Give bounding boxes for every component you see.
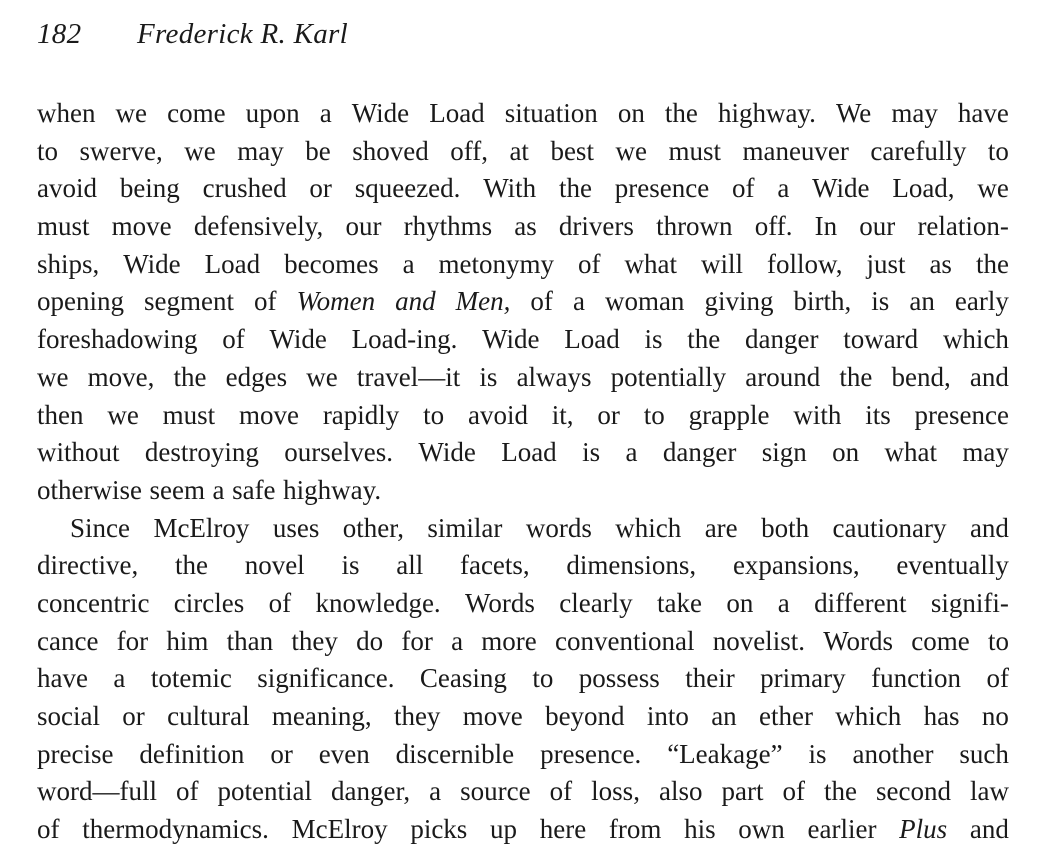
word: just [866, 248, 906, 279]
word: we [115, 98, 148, 128]
word: must [668, 135, 721, 166]
word: of [268, 587, 292, 618]
text-line [37, 359, 1009, 397]
word: thrown [656, 211, 733, 242]
text-line [37, 623, 1009, 661]
word: has [923, 701, 960, 731]
word: also [658, 776, 703, 807]
word: come [167, 98, 226, 128]
word: squeezed. [354, 173, 461, 204]
word: earlier [807, 814, 877, 845]
word: otherwise [37, 474, 142, 505]
word: danger, [331, 776, 411, 807]
word: must [162, 399, 216, 430]
word: maneuver [742, 135, 849, 166]
word: and [969, 361, 1009, 392]
word: off, [450, 135, 488, 166]
word: words [525, 512, 592, 543]
word: part [721, 776, 764, 807]
word: and [395, 286, 436, 317]
word: the [839, 361, 873, 392]
word: or [270, 738, 293, 769]
word: of [222, 324, 245, 355]
word: avoid [467, 399, 528, 430]
word: always [516, 361, 592, 392]
word: presence [914, 399, 1009, 430]
word: of [578, 248, 601, 279]
word: best [550, 135, 594, 166]
word: meaning, [271, 701, 372, 731]
word: presence [614, 173, 710, 204]
word: similar [427, 512, 503, 543]
word: carefully [870, 135, 967, 166]
word: foreshadowing [37, 324, 198, 355]
word: potentially [610, 361, 727, 392]
word: Load [204, 248, 261, 279]
text-line [37, 283, 1009, 321]
word: conventional [555, 625, 695, 656]
text-line [37, 208, 1009, 246]
word: to [643, 399, 665, 430]
word: highway. [717, 98, 816, 128]
word: defensively, [193, 211, 324, 242]
word: own [738, 814, 785, 845]
word: upon [245, 98, 300, 128]
word: off. [754, 211, 793, 242]
word: cautionary [832, 512, 947, 543]
word: a [777, 587, 790, 618]
word: which [942, 324, 1009, 355]
word: we [615, 135, 647, 166]
word: precise [37, 738, 114, 769]
text-line [37, 472, 1009, 510]
word: our [859, 211, 896, 242]
word: have [957, 98, 1009, 128]
word: Wide [123, 248, 181, 279]
word: we [184, 135, 216, 166]
text-line [37, 434, 1009, 472]
word: is [479, 361, 498, 392]
word: to [532, 663, 554, 694]
word: ships, [37, 248, 100, 279]
text-line [37, 773, 1009, 811]
word: swerve, [79, 135, 163, 166]
word: move, [87, 361, 155, 392]
word: here [539, 814, 587, 845]
word: such [959, 738, 1009, 769]
word: In [814, 211, 838, 242]
paragraph [37, 510, 1009, 849]
word: signifi- [930, 587, 1009, 618]
word: even [318, 738, 370, 769]
word: move [111, 211, 172, 242]
text-line [37, 397, 1009, 435]
word: we [977, 173, 1009, 204]
word: Words [823, 625, 894, 656]
text-line [37, 95, 1009, 133]
word: follow, [766, 248, 843, 279]
word: of [986, 663, 1009, 694]
word: directive, [37, 550, 139, 581]
word: Since [70, 512, 130, 543]
word: crushed [202, 173, 287, 204]
word: Words [465, 587, 535, 618]
word: we [306, 361, 338, 392]
word: than [226, 625, 274, 656]
word: Load, [892, 173, 955, 204]
word: with [793, 399, 842, 430]
word: to [423, 399, 445, 430]
word: Men, [455, 286, 511, 317]
word: Women [296, 286, 376, 317]
word: at [509, 135, 529, 166]
word: circles [173, 587, 245, 618]
word: what [884, 437, 937, 468]
word: they [393, 701, 441, 731]
word: his [684, 814, 716, 845]
word: or [309, 173, 332, 204]
word: are [704, 512, 738, 543]
word: from [608, 814, 662, 845]
word: woman [604, 286, 685, 317]
word: for [401, 625, 433, 656]
word: seem [149, 474, 205, 505]
word: loss, [591, 776, 640, 807]
word: significance. [257, 663, 395, 694]
word: situation [504, 98, 598, 128]
word: their [685, 663, 735, 694]
word: Wide [269, 324, 327, 355]
word: will [700, 248, 743, 279]
word: of [549, 776, 573, 807]
word: a [319, 98, 332, 128]
text-line [37, 321, 1009, 359]
word: do [356, 625, 384, 656]
word: when [37, 98, 96, 128]
word: a [212, 474, 225, 505]
word: around [745, 361, 821, 392]
word: to [987, 135, 1009, 166]
word: discernible [395, 738, 515, 769]
word: which [835, 701, 902, 731]
word: the [174, 550, 208, 581]
word: novel [244, 550, 305, 581]
word: birth, [793, 286, 852, 317]
word: opening [37, 286, 124, 317]
word: relation- [917, 211, 1009, 242]
word: Load [564, 324, 620, 355]
word: ether [758, 701, 813, 731]
word: giving [704, 286, 774, 317]
word: of [37, 814, 60, 845]
word: a [113, 663, 126, 694]
word: is [808, 738, 827, 769]
word: a [429, 776, 442, 807]
word: definition [139, 738, 245, 769]
word: come [911, 625, 970, 656]
word: clearly [559, 587, 633, 618]
word: safe [232, 474, 276, 505]
word: for [116, 625, 149, 656]
word: the [824, 776, 857, 807]
word: danger [662, 437, 737, 468]
word: move [462, 701, 523, 731]
word: which [615, 512, 682, 543]
word: as [929, 248, 952, 279]
word: cultural [167, 701, 250, 731]
word: up [490, 814, 518, 845]
word: destroying [144, 437, 259, 468]
word: Wide [418, 437, 476, 468]
word: a [451, 625, 464, 656]
word: all [396, 550, 424, 581]
word: bend, [891, 361, 951, 392]
text-line [37, 246, 1009, 284]
text-line [37, 585, 1009, 623]
word: edges [225, 361, 288, 392]
word: on [617, 98, 645, 128]
word: law [970, 776, 1009, 807]
word: is [582, 437, 601, 468]
word: Load [429, 98, 485, 128]
word: primary [760, 663, 846, 694]
word: Wide [482, 324, 540, 355]
word: take [657, 587, 703, 618]
word: early [954, 286, 1009, 317]
word: an [711, 701, 737, 731]
word: drivers [558, 211, 634, 242]
word: of [530, 286, 553, 317]
word: uses [272, 512, 320, 543]
word: may [962, 437, 1009, 468]
word: of [176, 776, 199, 807]
word: we [37, 361, 69, 392]
text-line [37, 510, 1009, 548]
word: it, [551, 399, 574, 430]
word: to [987, 625, 1009, 656]
word: is [644, 324, 663, 355]
word: a [777, 173, 790, 204]
text-line [37, 811, 1009, 849]
word: Load-ing. [351, 324, 458, 355]
paragraph [37, 95, 1009, 510]
word: the [558, 173, 592, 204]
word: We [835, 98, 872, 128]
word: expansions, [732, 550, 860, 581]
word: grapple [688, 399, 770, 430]
word: Plus [899, 814, 948, 845]
word: rhythms [403, 211, 493, 242]
word: the [687, 324, 721, 355]
word: as [514, 211, 537, 242]
word: on [832, 437, 860, 468]
word: of [782, 776, 805, 807]
word: novelist. [712, 625, 805, 656]
word: Wide [351, 98, 410, 128]
word: then [37, 399, 84, 430]
running-head [37, 18, 348, 51]
word: segment [144, 286, 235, 317]
text-line [37, 660, 1009, 698]
word: into [646, 701, 689, 731]
word: we [107, 399, 139, 430]
word: concentric [37, 587, 150, 618]
word: move [238, 399, 299, 430]
text-line [37, 698, 1009, 736]
word: possess [578, 663, 660, 694]
word: and [969, 512, 1009, 543]
word: on [726, 587, 754, 618]
word: our [345, 211, 382, 242]
word: shoved [352, 135, 429, 166]
word: more [481, 625, 537, 656]
word: they [291, 625, 338, 656]
word: highway. [283, 474, 382, 505]
word: or [597, 399, 620, 430]
word: another [852, 738, 934, 769]
word: social [37, 701, 100, 731]
word: rapidly [322, 399, 400, 430]
word: be [305, 135, 331, 166]
text-line [37, 170, 1009, 208]
word: Ceasing [419, 663, 507, 694]
word: or [122, 701, 145, 731]
word: the [173, 361, 207, 392]
word: thermodynamics. [82, 814, 269, 845]
word: becomes [284, 248, 379, 279]
body-text [37, 95, 1009, 849]
word: to [37, 135, 59, 166]
word: toward [843, 324, 919, 355]
word: both [761, 512, 810, 543]
page-number: 182 [37, 18, 82, 50]
author-name: Frederick R. Karl [137, 18, 349, 50]
word: facets, [459, 550, 530, 581]
word: what [624, 248, 677, 279]
word: ourselves. [284, 437, 394, 468]
word: of [732, 173, 755, 204]
word: “Leakage” [667, 738, 783, 769]
word: cance [37, 625, 99, 656]
word: potential [217, 776, 312, 807]
word: With [483, 173, 537, 204]
word: McElroy [153, 512, 250, 543]
word: travel—it [356, 361, 461, 392]
word: source [460, 776, 531, 807]
word: totemic [150, 663, 232, 694]
word: beyond [545, 701, 625, 731]
word: Load [501, 437, 557, 468]
word: a [402, 248, 415, 279]
word: a [572, 286, 585, 317]
word: presence. [540, 738, 642, 769]
word: other, [342, 512, 404, 543]
word: without [37, 437, 120, 468]
text-line [37, 736, 1009, 774]
word: function [871, 663, 962, 694]
word: is [871, 286, 890, 317]
word: may [891, 98, 938, 128]
word: danger [744, 324, 819, 355]
word: avoid [37, 173, 97, 204]
word: have [37, 663, 88, 694]
word: eventually [896, 550, 1009, 581]
word: different [814, 587, 907, 618]
word: word—full [37, 776, 157, 807]
word: of [254, 286, 277, 317]
word: must [37, 211, 90, 242]
word: picks [410, 814, 468, 845]
word: its [865, 399, 891, 430]
word: a [625, 437, 638, 468]
word: knowledge. [315, 587, 441, 618]
word: being [119, 173, 180, 204]
text-line [37, 547, 1009, 585]
word: metonymy [438, 248, 555, 279]
word: the [664, 98, 698, 128]
word: may [237, 135, 284, 166]
word: an [909, 286, 935, 317]
word: is [341, 550, 360, 581]
word: and [969, 814, 1009, 845]
text-line [37, 133, 1009, 171]
word: sign [761, 437, 807, 468]
word: Wide [812, 173, 870, 204]
word: no [981, 701, 1009, 731]
word: McElroy [291, 814, 388, 845]
word: dimensions, [566, 550, 697, 581]
word: second [876, 776, 951, 807]
word: the [975, 248, 1009, 279]
word: him [166, 625, 209, 656]
